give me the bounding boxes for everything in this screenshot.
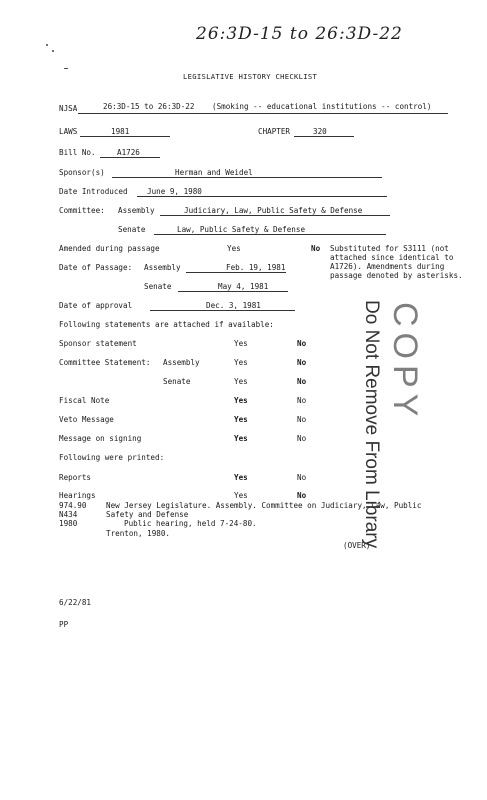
message-signing-yes: Yes	[234, 434, 248, 443]
date-introduced-label: Date Introduced	[59, 187, 128, 196]
message-signing-label: Message on signing	[59, 434, 142, 443]
chapter-underline	[294, 136, 354, 137]
scan-speck	[64, 68, 68, 69]
njsa-note: (Smoking -- educational institutions -- control)	[212, 102, 432, 111]
amended-no: No	[311, 244, 321, 253]
committee-statement-assembly-yes: Yes	[234, 358, 248, 367]
laws-value: 1981	[111, 127, 130, 136]
hearings-call-number: 974.90	[59, 501, 87, 510]
reports-label: Reports	[59, 473, 92, 482]
fiscal-note-yes: Yes	[234, 396, 248, 405]
over-note: (OVER)	[343, 541, 371, 550]
committee-assembly-underline	[160, 215, 390, 216]
committee-statement-label: Committee Statement:	[59, 358, 151, 367]
footer-initials: PP	[59, 620, 69, 629]
passage-senate-label: Senate	[144, 282, 172, 291]
stamp-text: Do Not Remove From Library	[361, 300, 382, 549]
amended-yes: Yes	[227, 244, 241, 253]
hearings-text-line: Safety and Defense	[106, 510, 189, 519]
statements-header: Following statements are attached if available:	[59, 320, 274, 329]
committee-statement-senate-no: No	[297, 377, 307, 386]
sponsors-underline	[112, 177, 382, 178]
hearings-text-line: Trenton, 1980.	[106, 529, 171, 538]
passage-assembly-underline	[186, 272, 286, 273]
veto-message-yes: Yes	[234, 415, 248, 424]
chapter-value: 320	[313, 127, 327, 136]
committee-label: Committee:	[59, 206, 105, 215]
committee-statement-assembly-label: Assembly	[163, 358, 200, 367]
committee-statement-senate-label: Senate	[163, 377, 191, 386]
approval-label: Date of approval	[59, 301, 133, 310]
laws-label: LAWS	[59, 127, 78, 136]
reports-yes: Yes	[234, 473, 248, 482]
passage-assembly-label: Assembly	[144, 263, 181, 272]
committee-assembly-value: Judiciary, Law, Public Safety & Defense	[184, 206, 363, 215]
handwritten-header: 26:3D-15 to 26:3D-22	[196, 24, 403, 44]
njsa-underline	[78, 113, 448, 114]
committee-senate-value: Law, Public Safety & Defense	[177, 225, 306, 234]
hearings-text-line: New Jersey Legislature. Assembly. Committee on Judiciary, Law, Public	[106, 501, 422, 510]
veto-message-no: No	[297, 415, 307, 424]
sponsor-statement-no: No	[297, 339, 307, 348]
committee-assembly-label: Assembly	[118, 206, 155, 215]
reports-no: No	[297, 473, 307, 482]
fiscal-note-no: No	[297, 396, 307, 405]
passage-senate-underline	[178, 291, 288, 292]
hearings-label: Hearings	[59, 491, 96, 500]
hearings-text-line: Public hearing, held 7-24-80.	[124, 519, 257, 528]
njsa-label: NJSA	[59, 104, 78, 113]
bill-no-value: A1726	[117, 148, 140, 157]
committee-senate-underline	[154, 234, 386, 235]
date-introduced-underline	[137, 196, 387, 197]
sponsors-label: Sponsor(s)	[59, 168, 105, 177]
substitution-note-line: A1726). Amendments during	[330, 262, 445, 271]
approval-value: Dec. 3, 1981	[206, 301, 261, 310]
substitution-note-line: Substituted for S3111 (not	[330, 244, 449, 253]
veto-message-label: Veto Message	[59, 415, 114, 424]
committee-statement-senate-yes: Yes	[234, 377, 248, 386]
substitution-note-line: attached since identical to	[330, 253, 454, 262]
hearings-call-number: N434	[59, 510, 78, 519]
amended-label: Amended during passage	[59, 244, 160, 253]
passage-assembly-value: Feb. 19, 1981	[226, 263, 286, 272]
bill-no-label: Bill No.	[59, 148, 96, 157]
laws-underline	[80, 136, 170, 137]
njsa-value: 26:3D-15 to 26:3D-22	[103, 102, 195, 111]
hearings-call-number: 1980	[59, 519, 78, 528]
substitution-note-line: passage denoted by asterisks.	[330, 271, 463, 280]
sponsor-statement-yes: Yes	[234, 339, 248, 348]
sponsor-statement-label: Sponsor statement	[59, 339, 137, 348]
scan-speck	[52, 50, 54, 52]
stamp-copy-text: COPY	[386, 302, 424, 423]
passage-senate-value: May 4, 1981	[218, 282, 269, 291]
bill-no-underline	[100, 157, 160, 158]
message-signing-no: No	[297, 434, 307, 443]
scan-speck	[46, 44, 48, 46]
footer-date: 6/22/81	[59, 598, 92, 607]
chapter-label: CHAPTER	[258, 127, 291, 136]
approval-underline	[150, 310, 295, 311]
committee-senate-label: Senate	[118, 225, 146, 234]
hearings-no: No	[297, 491, 307, 500]
printed-header: Following were printed:	[59, 453, 165, 462]
passage-label: Date of Passage:	[59, 263, 133, 272]
page-title: LEGISLATIVE HISTORY CHECKLIST	[183, 72, 318, 81]
fiscal-note-label: Fiscal Note	[59, 396, 110, 405]
committee-statement-assembly-no: No	[297, 358, 307, 367]
hearings-yes: Yes	[234, 491, 248, 500]
date-introduced-value: June 9, 1980	[147, 187, 202, 196]
sponsors-value: Herman and Weidel	[175, 168, 253, 177]
